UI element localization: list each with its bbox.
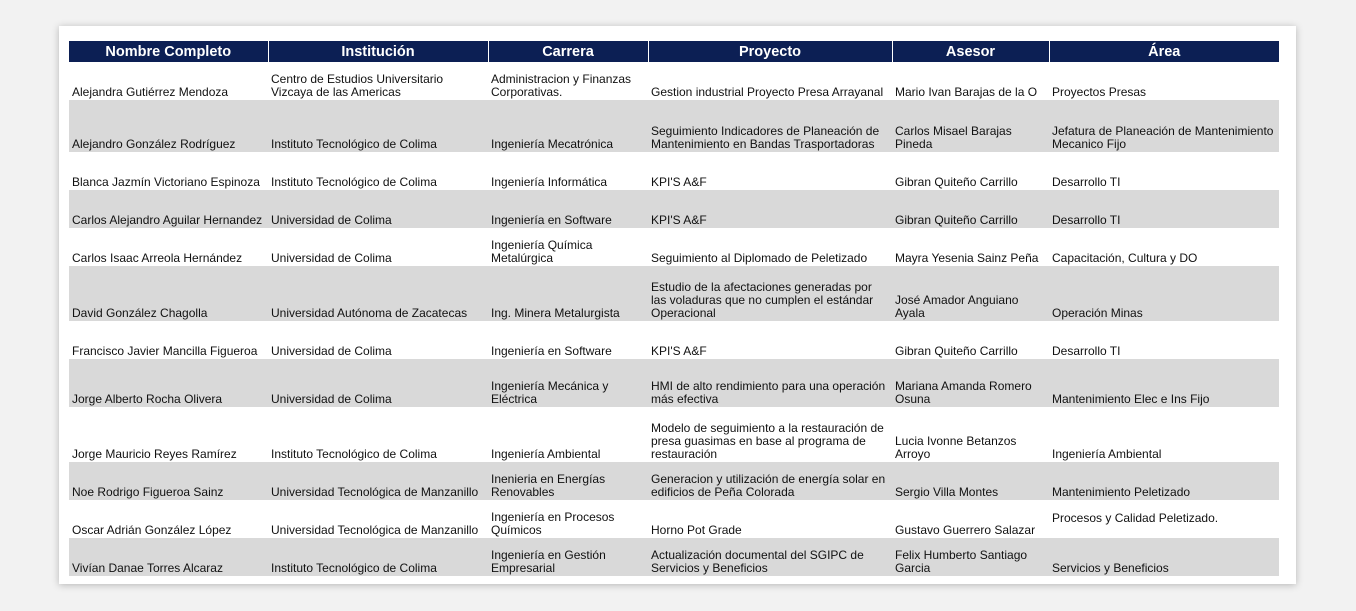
header-asesor[interactable]: Asesor: [892, 41, 1049, 62]
cell-area[interactable]: Jefatura de Planeación de Mantenimiento Mecanico Fijo: [1049, 100, 1279, 152]
header-proyecto[interactable]: Proyecto: [648, 41, 892, 62]
cell-institucion[interactable]: Instituto Tecnológico de Colima: [268, 152, 488, 190]
cell-asesor[interactable]: Gustavo Guerrero Salazar: [892, 500, 1049, 538]
cell-area[interactable]: Mantenimiento Elec e Ins Fijo: [1049, 359, 1279, 407]
cell-asesor[interactable]: Gibran Quiteño Carrillo: [892, 152, 1049, 190]
cell-asesor[interactable]: Carlos Misael Barajas Pineda: [892, 100, 1049, 152]
cell-nombre[interactable]: Jorge Mauricio Reyes Ramírez: [69, 407, 268, 462]
header-institucion[interactable]: Institución: [268, 41, 488, 62]
cell-institucion[interactable]: Instituto Tecnológico de Colima: [268, 538, 488, 576]
cell-institucion[interactable]: Universidad Tecnológica de Manzanillo: [268, 500, 488, 538]
cell-carrera[interactable]: Inenieria en Energías Renovables: [488, 462, 648, 500]
cell-area[interactable]: Procesos y Calidad Peletizado.: [1049, 500, 1279, 538]
cell-proyecto[interactable]: Gestion industrial Proyecto Presa Arrayanal: [648, 62, 892, 100]
students-table: [69, 41, 1279, 576]
cell-nombre[interactable]: Vivían Danae Torres Alcaraz: [69, 538, 268, 576]
cell-area[interactable]: Mantenimiento Peletizado: [1049, 462, 1279, 500]
table-row: [69, 228, 1279, 266]
cell-institucion[interactable]: Universidad de Colima: [268, 359, 488, 407]
cell-area[interactable]: Servicios y Beneficios: [1049, 538, 1279, 576]
cell-nombre[interactable]: Carlos Alejandro Aguilar Hernandez: [69, 190, 268, 228]
cell-nombre[interactable]: Blanca Jazmín Victoriano Espinoza: [69, 152, 268, 190]
header-row: [69, 41, 1279, 62]
table-row: [69, 152, 1279, 190]
header-nombre-completo[interactable]: Nombre Completo: [69, 41, 268, 62]
table-row: [69, 538, 1279, 576]
cell-area[interactable]: Proyectos Presas: [1049, 62, 1279, 100]
cell-area[interactable]: Ingeniería Ambiental: [1049, 407, 1279, 462]
cell-asesor[interactable]: Felix Humberto Santiago Garcia: [892, 538, 1049, 576]
cell-carrera[interactable]: Ingeniería Mecatrónica: [488, 100, 648, 152]
cell-nombre[interactable]: Alejandro González Rodríguez: [69, 100, 268, 152]
cell-area[interactable]: Desarrollo TI: [1049, 190, 1279, 228]
spreadsheet-sheet: [59, 26, 1296, 584]
table-row: [69, 100, 1279, 152]
cell-proyecto[interactable]: Seguimiento Indicadores de Planeación de Mantenimiento en Bandas Trasportadoras: [648, 100, 892, 152]
cell-area[interactable]: Operación Minas: [1049, 266, 1279, 321]
cell-proyecto[interactable]: Horno Pot Grade: [648, 500, 892, 538]
cell-carrera[interactable]: Ingeniería en Gestión Empresarial: [488, 538, 648, 576]
table-row: [69, 462, 1279, 500]
cell-proyecto[interactable]: Seguimiento al Diplomado de Peletizado: [648, 228, 892, 266]
cell-asesor[interactable]: Mayra Yesenia Sainz Peña: [892, 228, 1049, 266]
cell-institucion[interactable]: Universidad de Colima: [268, 321, 488, 359]
cell-proyecto[interactable]: Modelo de seguimiento a la restauración de presa guasimas en base al programa de restauración: [648, 407, 892, 462]
cell-institucion[interactable]: Universidad de Colima: [268, 190, 488, 228]
cell-proyecto[interactable]: Actualización documental del SGIPC de Servicios y Beneficios: [648, 538, 892, 576]
table-row: [69, 321, 1279, 359]
cell-institucion[interactable]: Instituto Tecnológico de Colima: [268, 100, 488, 152]
table-row: [69, 190, 1279, 228]
cell-asesor[interactable]: Lucia Ivonne Betanzos Arroyo: [892, 407, 1049, 462]
cell-asesor[interactable]: José Amador Anguiano Ayala: [892, 266, 1049, 321]
cell-institucion[interactable]: Universidad Tecnológica de Manzanillo: [268, 462, 488, 500]
cell-area[interactable]: Capacitación, Cultura y DO: [1049, 228, 1279, 266]
cell-proyecto[interactable]: Generacion y utilización de energía solar en edificios de Peña Colorada: [648, 462, 892, 500]
cell-institucion[interactable]: Universidad Autónoma de Zacatecas: [268, 266, 488, 321]
cell-asesor[interactable]: Mario Ivan Barajas de la O: [892, 62, 1049, 100]
table-row: [69, 266, 1279, 321]
table-row: [69, 62, 1279, 100]
table-row: [69, 359, 1279, 407]
cell-asesor[interactable]: Gibran Quiteño Carrillo: [892, 321, 1049, 359]
cell-proyecto[interactable]: Estudio de la afectaciones generadas por las voladuras que no cumplen el estándar Operacional: [648, 266, 892, 321]
cell-carrera[interactable]: Ingeniería en Procesos Químicos: [488, 500, 648, 538]
cell-carrera[interactable]: Ingeniería Mecánica y Eléctrica: [488, 359, 648, 407]
cell-area[interactable]: Desarrollo TI: [1049, 321, 1279, 359]
cell-carrera[interactable]: Ingeniería Informática: [488, 152, 648, 190]
cell-nombre[interactable]: Francisco Javier Mancilla Figueroa: [69, 321, 268, 359]
cell-carrera[interactable]: Ing. Minera Metalurgista: [488, 266, 648, 321]
cell-carrera[interactable]: Ingeniería en Software: [488, 321, 648, 359]
header-carrera[interactable]: Carrera: [488, 41, 648, 62]
cell-proyecto[interactable]: HMI de alto rendimiento para una operación más efectiva: [648, 359, 892, 407]
cell-asesor[interactable]: Sergio Villa Montes: [892, 462, 1049, 500]
cell-nombre[interactable]: David González Chagolla: [69, 266, 268, 321]
table-row: [69, 407, 1279, 462]
cell-proyecto[interactable]: KPI'S A&F: [648, 152, 892, 190]
cell-nombre[interactable]: Noe Rodrigo Figueroa Sainz: [69, 462, 268, 500]
table-row: [69, 500, 1279, 538]
header-area[interactable]: Área: [1049, 41, 1279, 62]
cell-nombre[interactable]: Jorge Alberto Rocha Olivera: [69, 359, 268, 407]
cell-nombre[interactable]: Carlos Isaac Arreola Hernández: [69, 228, 268, 266]
cell-proyecto[interactable]: KPI'S A&F: [648, 321, 892, 359]
cell-proyecto[interactable]: KPI'S A&F: [648, 190, 892, 228]
cell-asesor[interactable]: Mariana Amanda Romero Osuna: [892, 359, 1049, 407]
cell-nombre[interactable]: Oscar Adrián González López: [69, 500, 268, 538]
cell-institucion[interactable]: Universidad de Colima: [268, 228, 488, 266]
cell-carrera[interactable]: Administracion y Finanzas Corporativas.: [488, 62, 648, 100]
cell-area[interactable]: Desarrollo TI: [1049, 152, 1279, 190]
cell-institucion[interactable]: Centro de Estudios Universitario Vizcaya de las Americas: [268, 62, 488, 100]
cell-nombre[interactable]: Alejandra Gutiérrez Mendoza: [69, 62, 268, 100]
cell-carrera[interactable]: Ingeniería en Software: [488, 190, 648, 228]
cell-carrera[interactable]: Ingeniería Química Metalúrgica: [488, 228, 648, 266]
cell-carrera[interactable]: Ingeniería Ambiental: [488, 407, 648, 462]
cell-asesor[interactable]: Gibran Quiteño Carrillo: [892, 190, 1049, 228]
cell-institucion[interactable]: Instituto Tecnológico de Colima: [268, 407, 488, 462]
